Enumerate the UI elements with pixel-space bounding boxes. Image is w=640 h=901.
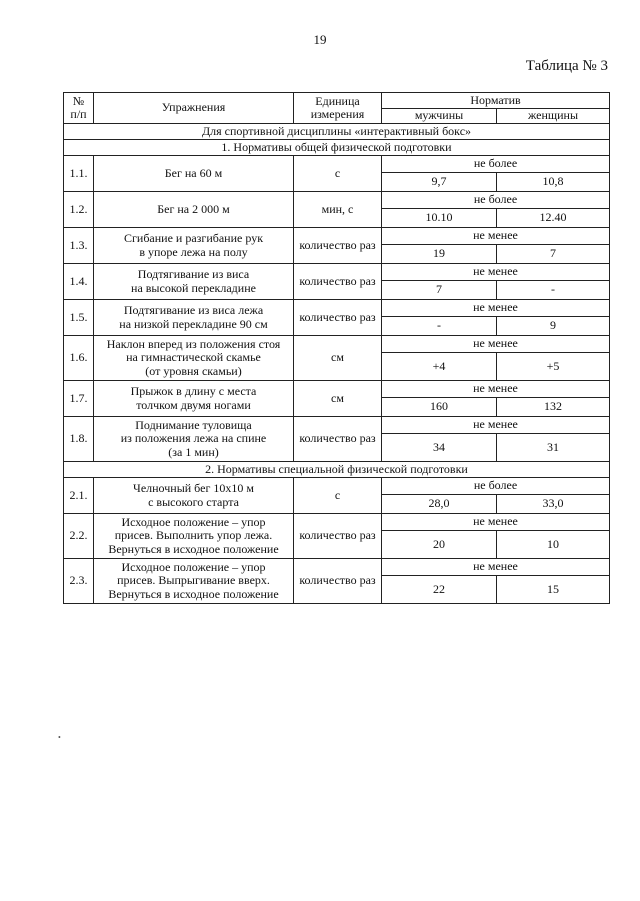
header-number: № п/п (64, 93, 94, 124)
table-row (64, 228, 610, 245)
unit-of-measure: мин, с (294, 192, 382, 228)
page-number: 19 (313, 32, 327, 47)
men-value: 10.10 (382, 209, 497, 228)
norm-condition: не более (382, 192, 610, 209)
row-number: 1.3. (64, 228, 94, 264)
row-number: 1.4. (64, 264, 94, 300)
norm-condition: не менее (382, 417, 610, 434)
header-unit: Единица измерения (294, 93, 382, 124)
unit-of-measure: количество раз (294, 228, 382, 264)
row-number: 2.2. (64, 514, 94, 559)
men-value: 160 (382, 398, 497, 417)
table-row (64, 559, 610, 576)
exercise-name: Бег на 60 м (94, 156, 294, 192)
men-value: 28,0 (382, 495, 497, 514)
row-number: 1.2. (64, 192, 94, 228)
norm-condition: не менее (382, 300, 610, 317)
unit-of-measure: см (294, 336, 382, 381)
men-value: 7 (382, 281, 497, 300)
men-value: 9,7 (382, 173, 497, 192)
row-number: 1.6. (64, 336, 94, 381)
exercise-name: Прыжок в длину с места толчком двумя ногами (94, 381, 294, 417)
section-row-2 (64, 462, 610, 478)
women-value: 7 (497, 245, 610, 264)
women-value: 10 (497, 531, 610, 559)
header-row-1 (64, 93, 610, 109)
exercise-name: Подтягивание из виса лежа на низкой перекладине 90 см (94, 300, 294, 336)
men-value: 34 (382, 434, 497, 462)
exercise-name: Челночный бег 10х10 м с высокого старта (94, 478, 294, 514)
unit-of-measure: количество раз (294, 559, 382, 604)
exercise-name: Сгибание и разгибание рук в упоре лежа на полу (94, 228, 294, 264)
table-row (64, 514, 610, 531)
men-value: 22 (382, 576, 497, 604)
women-value: 10,8 (497, 173, 610, 192)
header-norm: Норматив (382, 93, 610, 109)
discipline-row (64, 124, 610, 140)
table-row (64, 192, 610, 209)
women-value: - (497, 281, 610, 300)
unit-of-measure: с (294, 478, 382, 514)
men-value: 20 (382, 531, 497, 559)
unit-of-measure: с (294, 156, 382, 192)
norm-condition: не более (382, 156, 610, 173)
row-number: 1.7. (64, 381, 94, 417)
table-row (64, 381, 610, 398)
norm-condition: не менее (382, 559, 610, 576)
table-row (64, 264, 610, 281)
row-number: 1.1. (64, 156, 94, 192)
header-exercise: Упражнения (94, 93, 294, 124)
unit-of-measure: см (294, 381, 382, 417)
unit-of-measure: количество раз (294, 264, 382, 300)
table-row (64, 336, 610, 353)
norm-condition: не менее (382, 514, 610, 531)
section-title-2: 2. Нормативы специальной физической подготовки (64, 462, 610, 478)
men-value: 19 (382, 245, 497, 264)
row-number: 1.8. (64, 417, 94, 462)
exercise-name: Бег на 2 000 м (94, 192, 294, 228)
row-number: 2.3. (64, 559, 94, 604)
exercise-name: Подтягивание из виса на высокой перекладине (94, 264, 294, 300)
norms-table (63, 92, 610, 604)
women-value: 9 (497, 317, 610, 336)
row-number: 1.5. (64, 300, 94, 336)
norm-condition: не более (382, 478, 610, 495)
table-label: Таблица № 3 (525, 58, 608, 74)
exercise-name: Исходное положение – упор присев. Выпрыгивание вверх. Вернуться в исходное положение (94, 559, 294, 604)
women-value: 15 (497, 576, 610, 604)
header-women: женщины (497, 108, 610, 124)
table-row (64, 478, 610, 495)
women-value: 12.40 (497, 209, 610, 228)
header-men: мужчины (382, 108, 497, 124)
discipline-title: Для спортивной дисциплины «интерактивный бокс» (64, 124, 610, 140)
section-title-1: 1. Нормативы общей физической подготовки (64, 140, 610, 156)
exercise-name: Наклон вперед из положения стоя на гимнастической скамье (от уровня скамьи) (94, 336, 294, 381)
norm-condition: не менее (382, 264, 610, 281)
women-value: 132 (497, 398, 610, 417)
table-row (64, 417, 610, 434)
norm-condition: не менее (382, 381, 610, 398)
norm-condition: не менее (382, 336, 610, 353)
section-row-1 (64, 140, 610, 156)
unit-of-measure: количество раз (294, 300, 382, 336)
men-value: - (382, 317, 497, 336)
exercise-name: Исходное положение – упор присев. Выполнить упор лежа. Вернуться в исходное положение (94, 514, 294, 559)
women-value: +5 (497, 353, 610, 381)
men-value: +4 (382, 353, 497, 381)
table-row (64, 300, 610, 317)
women-value: 33,0 (497, 495, 610, 514)
unit-of-measure: количество раз (294, 417, 382, 462)
unit-of-measure: количество раз (294, 514, 382, 559)
margin-mark: • (58, 733, 61, 742)
table-row (64, 156, 610, 173)
women-value: 31 (497, 434, 610, 462)
exercise-name: Поднимание туловища из положения лежа на спине (за 1 мин) (94, 417, 294, 462)
row-number: 2.1. (64, 478, 94, 514)
norm-condition: не менее (382, 228, 610, 245)
